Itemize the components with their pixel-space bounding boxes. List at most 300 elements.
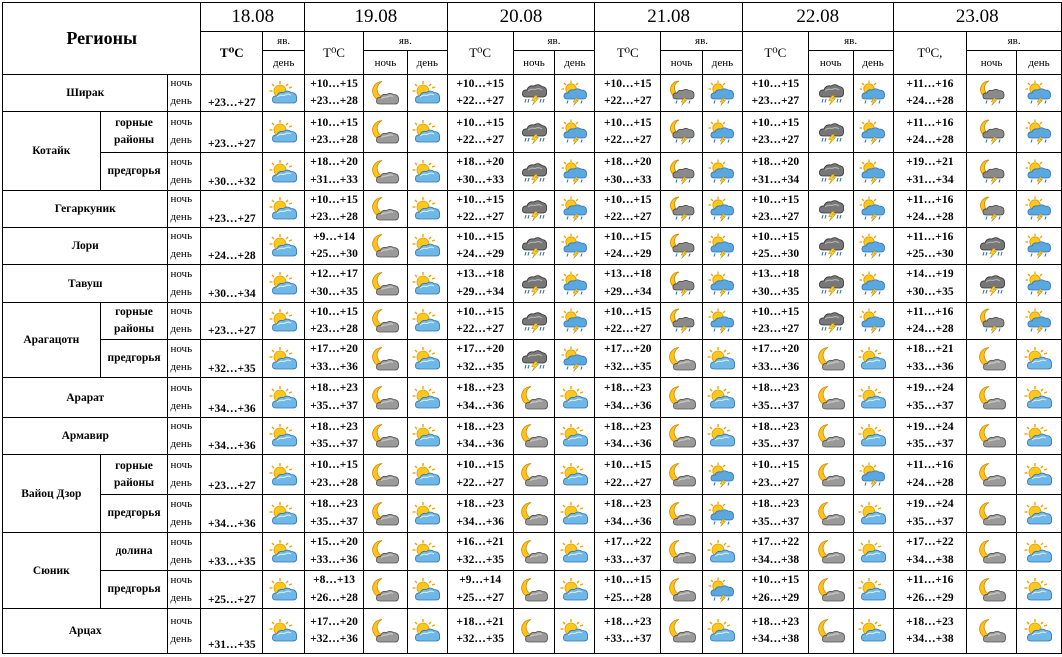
day-label: день (170, 633, 192, 645)
storm-cloud-icon (967, 271, 1016, 297)
moon-storm-icon (967, 308, 1016, 334)
sun-cloud-icon (408, 539, 447, 565)
region-name: Гегаркуник (3, 191, 168, 228)
night-temp: +18…+20 (310, 156, 358, 168)
storm-cloud-icon (514, 271, 555, 297)
night-temp: +11…+16 (906, 193, 954, 206)
day-weather-icon-cell (853, 495, 893, 533)
night-temp: +18…+23 (751, 382, 800, 394)
day-weather-icon-cell (1017, 533, 1062, 571)
day-temp: +24…+28 (906, 95, 954, 107)
day-temp: +23…+28 (310, 323, 358, 335)
night-temp: +17…+22 (751, 536, 800, 548)
moon-cloud-icon (967, 462, 1016, 488)
night-temp: +18…+23 (906, 615, 954, 628)
day-weather-icon-cell (1017, 75, 1062, 112)
night-temp: +11…+16 (906, 459, 954, 471)
night-weather-icon-cell (513, 303, 555, 340)
day-weather-icon-cell (407, 112, 447, 153)
temp-range-cell (742, 455, 808, 495)
moon-cloud-icon (661, 385, 702, 411)
night-weather-icon-cell (967, 228, 1017, 265)
sun-storm-icon (703, 80, 742, 106)
sun-storm-icon (703, 577, 742, 603)
day-weather-icon-cell (407, 495, 447, 533)
subregion-name: предгорья (100, 153, 168, 191)
temp-range-cell (893, 112, 967, 153)
region-name: Котайк (3, 112, 101, 191)
night-day-labels (168, 533, 201, 571)
date-header: 22.08 (742, 3, 893, 32)
night-label: ночь (170, 420, 193, 432)
night-temp: +10…+15 (310, 459, 358, 471)
day-weather-icon-cell (407, 533, 447, 571)
moon-cloud-icon (967, 423, 1016, 449)
night-temp: +18…+20 (603, 156, 652, 168)
day-temp: +31…+34 (906, 173, 954, 186)
day-label: день (170, 323, 192, 335)
temp-range-cell (742, 571, 808, 609)
night-temp: +10…+15 (456, 459, 504, 471)
subregion-name: долина (100, 533, 168, 571)
table-row (3, 340, 1062, 378)
moon-storm-icon (661, 159, 702, 185)
day-temp: +32…+35 (456, 360, 504, 373)
night-temp: +18…+21 (456, 615, 504, 628)
sun-storm-icon (1017, 119, 1061, 145)
night-weather-icon-cell (808, 75, 853, 112)
storm-cloud-icon (967, 233, 1016, 259)
day-weather-icon-cell (703, 191, 743, 228)
night-weather-icon-cell (808, 303, 853, 340)
sun-cloud-icon (408, 501, 447, 527)
night-weather-icon-cell (363, 340, 407, 378)
night-weather-icon-cell (363, 378, 407, 418)
day-temp: +35…+37 (906, 438, 954, 450)
night-weather-icon-cell (661, 495, 703, 533)
sun-cloud-icon (408, 233, 447, 259)
weather-icon-cell (263, 495, 305, 533)
night-temp: +10…+15 (603, 305, 652, 318)
day-temp: +25…+30 (310, 248, 358, 260)
moon-cloud-icon (364, 618, 407, 644)
sun-storm-icon (1017, 308, 1061, 334)
day-weather-icon-cell (703, 112, 743, 153)
day-temp: +30…+33 (456, 173, 504, 186)
night-temp: +10…+15 (603, 574, 652, 586)
night-weather-icon-cell (513, 533, 555, 571)
sun-cloud-icon (263, 618, 304, 644)
day-temp: +34…+36 (456, 515, 504, 528)
night-temp: +10…+15 (603, 459, 652, 471)
phen-header: яв. (661, 32, 743, 51)
storm-cloud-icon (809, 119, 853, 145)
temp-range-cell (742, 191, 808, 228)
day-header: день (703, 51, 743, 75)
date-header-row (3, 3, 1062, 32)
day-temp: +34…+36 (603, 515, 652, 528)
temp-range-cell (305, 112, 364, 153)
day-weather-icon-cell (555, 153, 595, 191)
day-temp: +30…+33 (603, 173, 652, 186)
temp-range-cell: +30…+32 (201, 153, 263, 191)
day-weather-icon-cell (407, 265, 447, 303)
night-temp: +18…+23 (310, 420, 358, 433)
day-temp: +23…+28 (310, 95, 358, 107)
date-header: 20.08 (447, 3, 595, 32)
sun-storm-icon (555, 233, 594, 259)
day-label: день (170, 360, 192, 373)
day-temp: +23…+27 (751, 211, 800, 223)
temp-range-cell (893, 75, 967, 112)
night-header: ночь (967, 51, 1017, 75)
day-weather-icon-cell (407, 609, 447, 654)
day-label: день (170, 211, 192, 223)
night-temp: +18…+20 (456, 156, 504, 168)
night-weather-icon-cell (661, 609, 703, 654)
temp-range-cell (893, 191, 967, 228)
temp-range-cell (595, 418, 661, 455)
sun-cloud-icon (263, 196, 304, 222)
day-temp: +35…+37 (310, 515, 358, 528)
day-temp: +35…+37 (751, 399, 800, 412)
day-temp: +33…+36 (751, 360, 800, 373)
night-weather-icon-cell (808, 571, 853, 609)
temp-range-cell (447, 609, 513, 654)
moon-storm-icon (661, 308, 702, 334)
sun-cloud-icon (408, 346, 447, 372)
temp-range-cell: +34…+36 (201, 495, 263, 533)
day-temp: +32…+35 (456, 633, 504, 645)
day-temp: +26…+28 (310, 591, 358, 604)
night-temp: +10…+15 (751, 459, 800, 471)
night-weather-icon-cell (513, 571, 555, 609)
day-temp: +22…+27 (603, 476, 652, 489)
day-weather-icon-cell (703, 153, 743, 191)
day-label: день (170, 553, 192, 566)
date-header: 21.08 (595, 3, 743, 32)
sun-storm-icon (854, 119, 893, 145)
night-temp: +10…+15 (751, 193, 800, 206)
sun-cloud-icon (1017, 423, 1061, 449)
temp-range-cell (305, 265, 364, 303)
day-temp: +33…+36 (310, 553, 358, 566)
day-weather-icon-cell (703, 340, 743, 378)
sun-cloud-icon (408, 196, 447, 222)
temp-header: T⁰C (595, 32, 661, 75)
day-weather-icon-cell (703, 378, 743, 418)
storm-cloud-icon (514, 159, 555, 185)
weather-icon-cell (263, 228, 305, 265)
night-weather-icon-cell (513, 265, 555, 303)
day-weather-icon-cell (703, 495, 743, 533)
sun-storm-icon (854, 233, 893, 259)
day-weather-icon-cell (703, 533, 743, 571)
moon-cloud-icon (809, 618, 853, 644)
weather-icon-cell (263, 191, 305, 228)
day-header: день (1017, 51, 1062, 75)
temp-range-cell (893, 418, 967, 455)
day-weather-icon-cell (1017, 340, 1062, 378)
night-weather-icon-cell (513, 153, 555, 191)
night-weather-icon-cell (661, 303, 703, 340)
phen-header: яв. (263, 32, 305, 51)
temp-range-cell: +32…+35 (201, 340, 263, 378)
day-header: день (555, 51, 595, 75)
day-label: день (170, 438, 192, 450)
night-weather-icon-cell (661, 75, 703, 112)
weather-icon-cell (263, 75, 305, 112)
day-weather-icon-cell (1017, 378, 1062, 418)
night-day-labels (168, 112, 201, 153)
temp-range-cell (447, 418, 513, 455)
day-label: день (170, 399, 192, 412)
phen-header: яв. (808, 32, 893, 51)
night-weather-icon-cell (808, 265, 853, 303)
temp-range-cell (742, 153, 808, 191)
temp-range-cell (742, 265, 808, 303)
day-weather-icon-cell (703, 303, 743, 340)
day-temp: +23…+28 (310, 134, 358, 146)
day-temp: +32…+36 (310, 633, 358, 645)
day-temp: +30…+35 (906, 285, 954, 298)
night-weather-icon-cell (661, 455, 703, 495)
moon-cloud-icon (364, 346, 407, 372)
moon-cloud-icon (514, 501, 555, 527)
moon-cloud-icon (967, 539, 1016, 565)
night-temp: +18…+21 (906, 343, 954, 355)
day-weather-icon-cell (555, 191, 595, 228)
weather-icon-cell (263, 533, 305, 571)
sun-cloud-icon (263, 539, 304, 565)
night-weather-icon-cell (967, 609, 1017, 654)
sun-storm-icon (703, 196, 742, 222)
night-weather-icon-cell (363, 75, 407, 112)
region-name: Вайоц Дзор (3, 455, 101, 533)
day-temp: +30…+35 (310, 285, 358, 298)
sun-storm-icon (1017, 196, 1061, 222)
moon-cloud-icon (514, 577, 555, 603)
night-temp: +11…+16 (906, 77, 954, 90)
night-header: ночь (661, 51, 703, 75)
day-weather-icon-cell (1017, 495, 1062, 533)
moon-storm-icon (661, 196, 702, 222)
day-weather-icon-cell (1017, 303, 1062, 340)
weather-icon-cell (263, 303, 305, 340)
sun-cloud-icon (408, 119, 447, 145)
night-day-labels (168, 153, 201, 191)
temp-range-cell (742, 303, 808, 340)
temp-range-cell (595, 191, 661, 228)
day-weather-icon-cell (703, 265, 743, 303)
sun-cloud-icon (263, 271, 304, 297)
night-weather-icon-cell (808, 228, 853, 265)
moon-storm-icon (967, 80, 1016, 106)
day-weather-icon-cell (1017, 418, 1062, 455)
night-weather-icon-cell (967, 265, 1017, 303)
table-row (3, 75, 1062, 112)
table-row (3, 303, 1062, 340)
night-label: ночь (170, 573, 193, 586)
night-temp: +10…+15 (751, 574, 800, 586)
temp-range-cell (595, 75, 661, 112)
day-temp: +32…+35 (456, 553, 504, 566)
weather-icon-cell (263, 455, 305, 495)
temp-range-cell (305, 191, 364, 228)
weather-icon-cell (263, 265, 305, 303)
night-weather-icon-cell (363, 533, 407, 571)
sun-cloud-icon (1017, 385, 1061, 411)
day-temp: +22…+27 (603, 95, 652, 107)
sun-storm-icon (854, 159, 893, 185)
day-temp: +22…+27 (456, 476, 504, 489)
day-weather-icon-cell (555, 112, 595, 153)
night-temp: +13…+18 (603, 268, 652, 280)
day-temp: +35…+37 (751, 438, 800, 450)
temp-range-cell (595, 533, 661, 571)
temp-header: T⁰C (201, 32, 263, 75)
day-weather-icon-cell (853, 571, 893, 609)
night-temp: +18…+23 (310, 498, 358, 510)
night-weather-icon-cell (661, 228, 703, 265)
night-label: ночь (170, 615, 193, 627)
day-temp: +23…+28 (310, 476, 358, 489)
night-day-labels (168, 191, 201, 228)
night-label: ночь (170, 381, 193, 394)
night-weather-icon-cell (363, 153, 407, 191)
weather-icon-cell (263, 418, 305, 455)
moon-storm-icon (661, 233, 702, 259)
night-temp: +11…+16 (906, 230, 954, 243)
night-weather-icon-cell (808, 609, 853, 654)
moon-cloud-icon (364, 539, 407, 565)
temp-range-cell (305, 533, 364, 571)
day-weather-icon-cell (703, 455, 743, 495)
temp-range-cell (595, 112, 661, 153)
night-day-labels (168, 378, 201, 418)
day-weather-icon-cell (555, 340, 595, 378)
sun-cloud-icon (408, 159, 447, 185)
night-weather-icon-cell (513, 340, 555, 378)
temp-range-cell (742, 533, 808, 571)
sun-storm-icon (703, 233, 742, 259)
table-row (3, 495, 1062, 533)
day-temp: +34…+38 (751, 633, 800, 645)
night-day-labels (168, 265, 201, 303)
moon-cloud-icon (364, 308, 407, 334)
temp-range-cell (595, 265, 661, 303)
night-weather-icon-cell (363, 112, 407, 153)
sun-cloud-icon (263, 80, 304, 106)
moon-storm-icon (661, 80, 702, 106)
day-weather-icon-cell (407, 228, 447, 265)
night-weather-icon-cell (661, 112, 703, 153)
day-label: день (170, 476, 192, 489)
temp-range-cell (893, 340, 967, 378)
day-weather-icon-cell (555, 303, 595, 340)
day-temp: +34…+38 (751, 553, 800, 566)
temp-range-cell (893, 455, 967, 495)
day-weather-icon-cell (1017, 112, 1062, 153)
day-weather-icon-cell (555, 378, 595, 418)
day-weather-icon-cell (703, 418, 743, 455)
day-temp: +34…+38 (906, 553, 954, 566)
day-temp: +33…+37 (603, 553, 652, 566)
day-temp: +29…+34 (456, 285, 504, 298)
sun-cloud-icon (703, 423, 742, 449)
sun-cloud-icon (263, 119, 304, 145)
temp-range-cell (595, 378, 661, 418)
night-label: ночь (170, 342, 193, 355)
sun-cloud-icon (263, 577, 304, 603)
day-temp: +35…+37 (751, 515, 800, 528)
night-day-labels (168, 571, 201, 609)
night-temp: +18…+23 (603, 615, 652, 628)
temp-range-cell (595, 303, 661, 340)
night-temp: +17…+20 (751, 343, 800, 355)
temp-range-cell (595, 571, 661, 609)
day-temp: +25…+30 (906, 248, 954, 260)
night-temp: +10…+15 (603, 193, 652, 206)
table-row (3, 265, 1062, 303)
day-weather-icon-cell (407, 455, 447, 495)
temp-header: T⁰C, (893, 32, 967, 75)
night-weather-icon-cell (661, 418, 703, 455)
sun-cloud-icon (408, 271, 447, 297)
night-day-labels (168, 418, 201, 455)
temp-range-cell (742, 378, 808, 418)
night-weather-icon-cell (808, 340, 853, 378)
day-label: день (170, 173, 192, 186)
night-label: ночь (170, 458, 193, 471)
temp-range-cell (742, 495, 808, 533)
day-header: день (263, 51, 305, 75)
night-temp: +16…+21 (456, 536, 504, 548)
day-temp: +22…+27 (456, 323, 504, 335)
region-name: Лори (3, 228, 168, 265)
sun-storm-icon (555, 159, 594, 185)
day-temp: +33…+37 (603, 633, 652, 645)
sun-cloud-icon (555, 423, 594, 449)
day-weather-icon-cell (1017, 153, 1062, 191)
night-temp: +18…+23 (310, 382, 358, 394)
night-weather-icon-cell (363, 303, 407, 340)
day-weather-icon-cell (853, 265, 893, 303)
night-temp: +14…+19 (906, 268, 954, 280)
day-weather-icon-cell (853, 455, 893, 495)
day-weather-icon-cell (555, 265, 595, 303)
sun-cloud-icon (1017, 501, 1061, 527)
table-row (3, 112, 1062, 153)
day-weather-icon-cell (555, 495, 595, 533)
day-temp: +25…+27 (456, 591, 504, 604)
day-header: день (853, 51, 893, 75)
night-weather-icon-cell (661, 571, 703, 609)
temp-range-cell (305, 571, 364, 609)
region-name: Ширак (3, 75, 168, 112)
day-label: день (170, 515, 192, 528)
temp-range-cell: +31…+35 (201, 609, 263, 654)
temp-header: T⁰C (447, 32, 513, 75)
subregion-name: предгорья (100, 495, 168, 533)
sun-cloud-icon (703, 539, 742, 565)
night-label: ночь (170, 155, 193, 168)
region-name: Арагацотн (3, 303, 101, 378)
day-temp: +23…+27 (751, 476, 800, 489)
moon-cloud-icon (967, 618, 1016, 644)
moon-cloud-icon (364, 233, 407, 259)
night-weather-icon-cell (363, 609, 407, 654)
